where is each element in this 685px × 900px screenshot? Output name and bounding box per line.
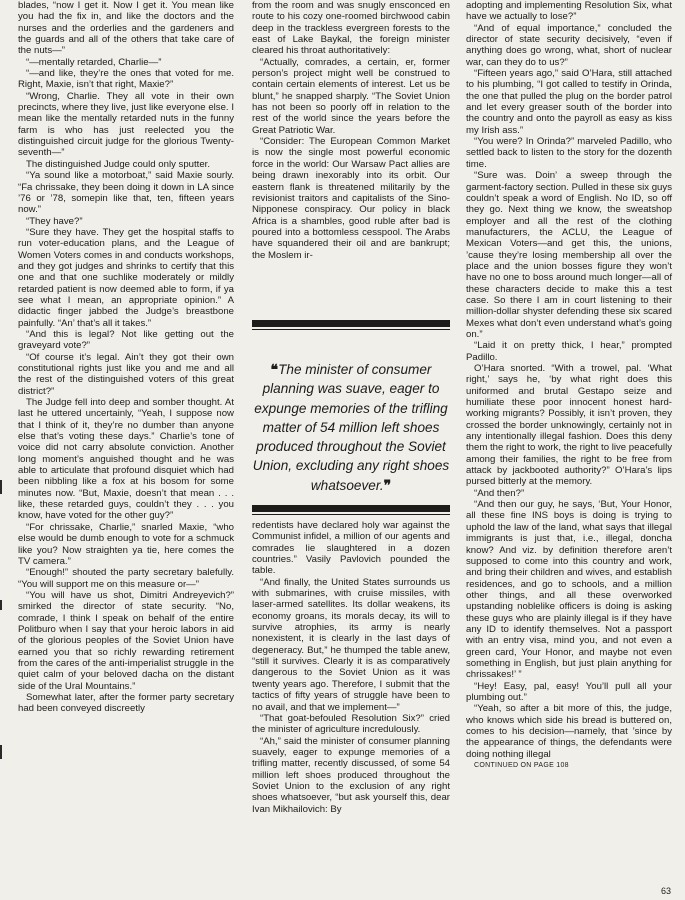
pull-quote-bottom-rule xyxy=(252,505,450,512)
column-2-top xyxy=(252,0,450,261)
close-quote-icon: ❞ xyxy=(383,476,392,493)
paragraph: “They have?” xyxy=(26,215,83,227)
paragraph: “And then?” xyxy=(474,487,525,499)
paragraph: “Fifteen years ago,” said O’Hara, still attached to his plumbing, “I got called to testify in Orinda, the one that pulled the plug on the border patrol and let every greaser south of the border into the country and onto the payroll as easy as kiss my Irish ass.” xyxy=(466,68,672,136)
paragraph: “Enough!” shouted the party secretary balefully. “You will support me on this measure or—” xyxy=(18,567,234,590)
paragraph: “Sure was. Doin’ a sweep through the garment-factory section. Pulled in these six guys couldn’t speak a word of English. No ID, so off they go. Next thing we know, the sweatshop employer and all the rest of the clothing manufacturers, the ACLU, the League of Mexican Voters—and get this, the unions, ’cause they’re losing membership all over the place and the union bosses figure they won’t have no one to boss around much longer—all of these characters decide to make this a test case. So there I am in court listening to their million-dollar shyster defending these six scared Mexes what don’t even understand what’s going on.” xyxy=(466,170,672,340)
paragraph: “Hey! Easy, pal, easy! You’ll pull all your plumbing out.” xyxy=(466,680,672,703)
pull-quote-text-box xyxy=(252,360,450,495)
paragraph: “—mentally retarded, Charlie—” xyxy=(26,56,162,68)
open-quote-icon: ❝ xyxy=(270,361,279,377)
column-3 xyxy=(466,0,672,771)
paragraph: from the room and was snugly ensconced en route to his cozy one-roomed birchwood cabin deep in the trackless evergreen forests to the east of Lake Baykal, the foreign minister cleared his throat authoritatively: xyxy=(252,0,450,57)
paragraph: “And then our guy, he says, ‘But, Your Honor, all these fine INS boys is doing is trying to uphold the law of the land, what says that illegal immigrants is just that, i.e., illegal, doncha know? And viz. by definition therefore aren’t supposed to come into this country and work, and bring their children and wives, and establish residences, and go to schools, and a million other things, and all these overworked upstanding noblelike officers is doing is asking these guys who are plainly illegal is if they have any ID to identify themselves. Not a passport with an entry visa, mind you, and not even a green card, Your Honor, and maybe not even something in English, but just plain anything for chrissakes!’ ” xyxy=(466,499,672,681)
page-number: 63 xyxy=(660,886,671,896)
paragraph: adopting and implementing Resolution Six, what have we actually to lose?” xyxy=(466,0,672,23)
continued-note: CONTINUED ON PAGE 108 xyxy=(474,762,569,770)
paragraph: “Ah,” said the minister of consumer planning suavely, eager to expunge memories of a trifling matter, recently discussed, of some 54 million left shoes produced throughout the Soviet Union to the exclusion of any right shoes whatsoever, “but ask yourself this, dear Ivan Mikhailovich: By xyxy=(252,735,450,815)
scan-edge-mark xyxy=(0,480,2,494)
paragraph: “That goat-befouled Resolution Six?” cried the minister of agriculture incredulously. xyxy=(252,712,450,736)
paragraph: “For chrissake, Charlie,” snarled Maxie, “who else would be dumb enough to vote for a schmuck like you? Now straighten ya tie, here comes the TV camera.” xyxy=(18,521,234,567)
paragraph: “You will have us shot, Dimitri Andreyevich?” smirked the director of state security. “No, comrade, I think I speak on behalf of the entire Politburo when I say that your heroic labors in aid of the glorious peoples of the Soviet Union have earned you that so richly rewarding retirement from the cares of the anti-imperialist struggle in the quiet calm of your beloved dacha on the distant side of the Ural Mountains.” xyxy=(18,589,234,692)
paragraph: The Judge fell into deep and somber thought. At last he uttered uncertainly, “Yeah, I suppose now that I think of it, they’re no dumber than anyone else that’s voting these days.” Charlie’s tone of voice did not carry absolute conviction. Another long moment’s anguished thought and he was able to articulate that profound disquiet which had been nibbling like a fox at his bosom for some minutes now. “But, Maxie, doesn’t that mean . . . like, these retarded guys, couldn’t they . . . you know, have voted for the other guy?” xyxy=(18,397,234,522)
paragraph: “Laid it on pretty thick, I hear,” prompted Padillo. xyxy=(466,340,672,363)
paragraph: The distinguished Judge could only sputter. xyxy=(26,158,211,170)
pull-quote-top-rule xyxy=(252,320,450,327)
pull-quote-text: The minister of consumer planning was suave, eager to expunge memories of the trifling matter of 54 million left shoes produced throughout the Soviet Union, excluding any right shoes whatsoever. xyxy=(252,362,450,493)
paragraph: “Wrong, Charlie. They all vote in their own precincts, where they live, just like everyone else. I mean like the mentally retarded nuts in the funny farm is who has just reelected you the distinguished circuit judge for the glorious Twenty-seventh—” xyxy=(18,90,234,159)
paragraph: Somewhat later, after the former party secretary had been conveyed discreetly xyxy=(18,691,234,715)
paragraph: “—and like, they’re the ones that voted for me. Right, Maxie, isn’t that right, Maxie?” xyxy=(18,68,234,91)
paragraph: blades, “now I get it. Now I get it. You mean like you had the fix in, and like the doctors and the nurses and the orderlies and the gardeners and the guards and all of the others that take care of the nuts—” xyxy=(18,0,234,57)
paragraph: “Actually, comrades, a certain, er, former person’s project might well be construed to contain certain elements of interest. Let us be blunt,” he snapped sharply. “The Soviet Union has not been so poorly off in relation to the rest of the world since the years before the Great Patriotic War. xyxy=(252,56,450,136)
column-2-bottom xyxy=(252,520,450,815)
paragraph: “Yeah, so after a bit more of this, the judge, who knows which side his bread is buttered on, comes to his decision—namely, that ’since by the appearance of things, the defendants were doing nothing illegal xyxy=(466,703,672,760)
paragraph: “Consider: The European Common Market is now the single most powerful economic force in the world: Our Warsaw Pact allies are being drawn inexorably into its orbit. Our eastern flank is threatened militarily by the revisionist traitors and capitalists of the Sino-Nipponese conspiracy. Our policy in black Africa is a shambles, good ruble after bad is poured into a bottomless cesspool. The Arabs have squandered their oil and are bankrupt; the Moslem ir- xyxy=(252,136,450,261)
pull-quote xyxy=(252,320,450,516)
paragraph: O’Hara snorted. “With a trowel, pal. ‘What right,’ says he, ‘by what right does this uniformed and brutal Gestapo seize and humiliate these poor innocent honest hard-working migrants? Possibly, it isn’t proven, they crossed the border unknowingly, certainly not in any intentionally illegal fashion. Does this deny them the right to work, the right to live peacefully among their families, the right to be free from attack by jackbooted authority?” O’Hara’s lips pursed bitterly at the memory. xyxy=(466,363,672,488)
paragraph: “You were? In Orinda?” marveled Padillo, who settled back to listen to the story for the dozenth time. xyxy=(466,136,672,170)
paragraph: “And this is legal? Not like getting out the graveyard vote?” xyxy=(18,328,234,352)
paragraph: redentists have declared holy war against the Communist infidel, a million of our agents and comrades lie slaughtered in a dozen countries.” Vasily Pavlovich pounded the table. xyxy=(252,520,450,577)
paragraph: “Of course it’s legal. Ain’t they got their own constitutional rights just like you and me and all the rest of the distinguished voters of this great district?” xyxy=(18,351,234,397)
scan-edge-mark xyxy=(0,600,2,610)
paragraph: “Sure they have. They get the hospital staffs to run voter-education plans, and the League of Women Voters comes in and conducts workshops, and they got judges and shrinks to certify that this one and that one suchlike moderately or mildly retarded patient is now deemed able to form, if ya see what I mean, an appropriate opinion.” A didactic finger jabbed the Judge’s breastbone painfully. “An’ that’s all it takes.” xyxy=(18,226,234,329)
column-1 xyxy=(18,0,234,715)
scan-edge-mark xyxy=(0,745,2,759)
paragraph: “And of equal importance,” concluded the director of state security decisively, “even if anything does go wrong, what, short of nuclear war, can they do to us?” xyxy=(466,22,672,68)
paragraph: “And finally, the United States surrounds us with submarines, with cruise missiles, with laser-armed satellites. Its dollar weakens, its economy groans, its morals decay, its will to survive atrophies, its army is nearly nonexistent, it is clearly in the last days of degeneracy. But,” he thumped the table anew, “still it survives. Clearly it is as comparatively dangerous to the Soviet Union as it was twenty years ago. Therefore, I submit that the tactics of fifty years of struggle have been to no avail, and that we implement—” xyxy=(252,576,450,713)
paragraph: “Ya sound like a motorboat,” said Maxie sourly. “Fa chrissake, they been doing it down in LA since ’76 or ’78, somepin like that, ten, fifteen years now.” xyxy=(18,170,234,216)
